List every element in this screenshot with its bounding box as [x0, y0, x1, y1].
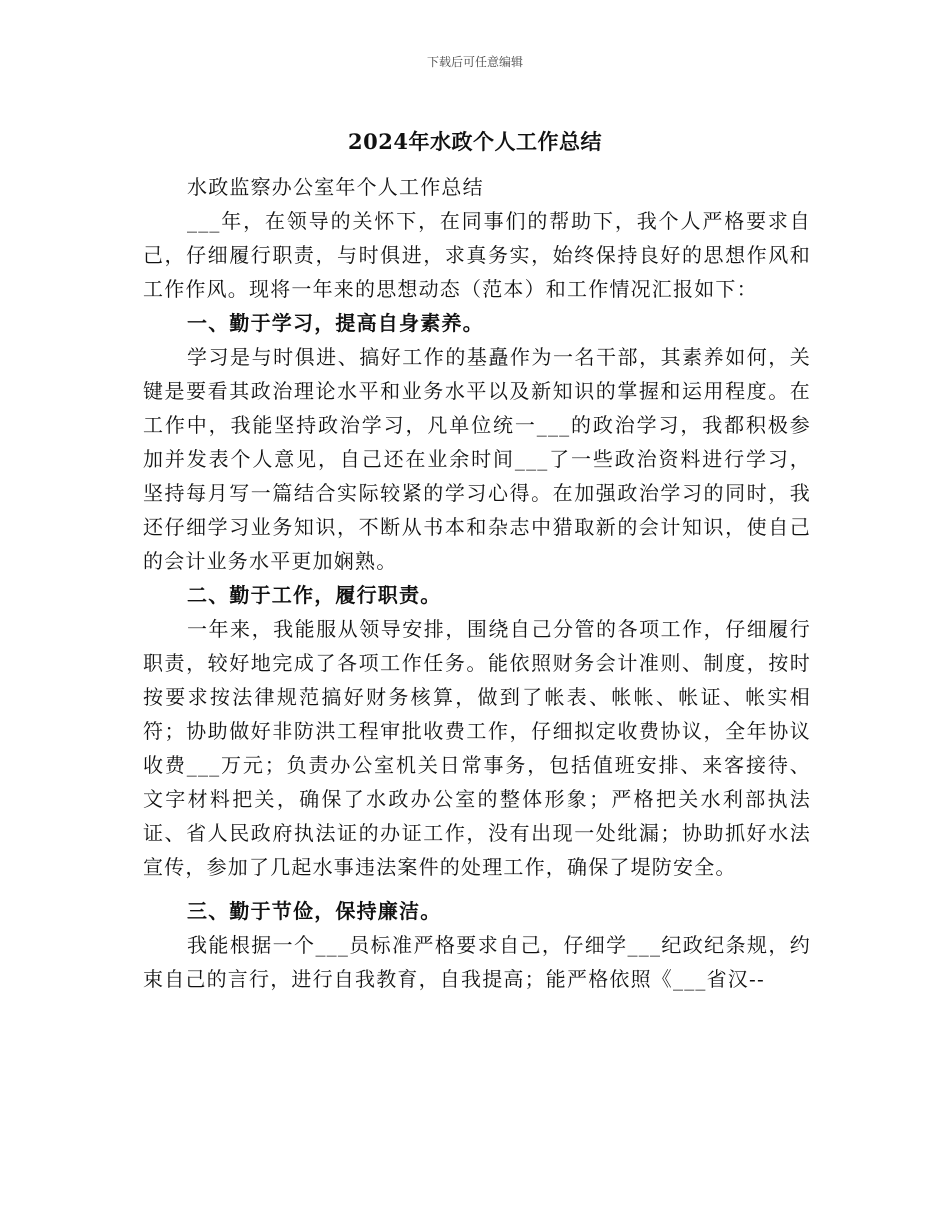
- document-title: 2024年水政个人工作总结: [348, 129, 602, 154]
- section-heading-3: 三、勤于节俭，保持廉洁。: [187, 899, 442, 923]
- intro-paragraph: ___年，在领导的关怀下，在同事们的帮助下，我个人严格要求自己，仔细履行职责，与时俱进，求真务实，始终保持良好的思想作风和工作作风。现将一年来的思想动态（范本）和工作情况汇报如下：: [143, 209, 811, 301]
- header-note: 下载后可任意编辑: [426, 55, 523, 69]
- document-body: [143, 170, 811, 996]
- section-heading-1: 一、勤于学习，提高自身素养。: [187, 311, 484, 335]
- section-body-3: 我能根据一个___员标准严格要求自己，仔细学___纪政纪条规，约束自己的言行，进行自我教育，自我提高；能严格依照《___省汉--: [143, 933, 811, 991]
- section-body-2: 一年来，我能服从领导安排，围绕自己分管的各项工作，仔细履行职责，较好地完成了各项工作任务。能依照财务会计准则、制度，按时按要求按法律规范搞好财务核算，做到了帐表、帐帐、帐证、帐实相符；协助做好非防洪工程审批收费工作，仔细拟定收费协议，全年协议收费___万元；负责办公室机关日常事务，包括值班安排、来客接待、文字材料把关，确保了水政办公室的整体形象；严格把关水利部执法证、省人民政府执法证的办证工作，没有出现一处纰漏；协助抓好水法宣传，参加了几起水事违法案件的处理工作，确保了堤防安全。: [143, 617, 811, 879]
- section-heading-2: 二、勤于工作，履行职责。: [187, 583, 442, 607]
- document-subtitle: 水政监察办公室年个人工作总结: [187, 175, 484, 199]
- section-body-1: 学习是与时俱进、搞好工作的基矗作为一名干部，其素养如何，关键是要看其政治理论水平和业务水平以及新知识的掌握和运用程度。在工作中，我能坚持政治学习，凡单位统一___的政治学习，我都积极参加并发表个人意见，自己还在业余时间___了一些政治资料进行学习，坚持每月写一篇结合实际较紧的学习心得。在加强政治学习的同时，我还仔细学习业务知识，不断从书本和杂志中猎取新的会计知识，使自己的会计业务水平更加娴熟。: [143, 345, 811, 573]
